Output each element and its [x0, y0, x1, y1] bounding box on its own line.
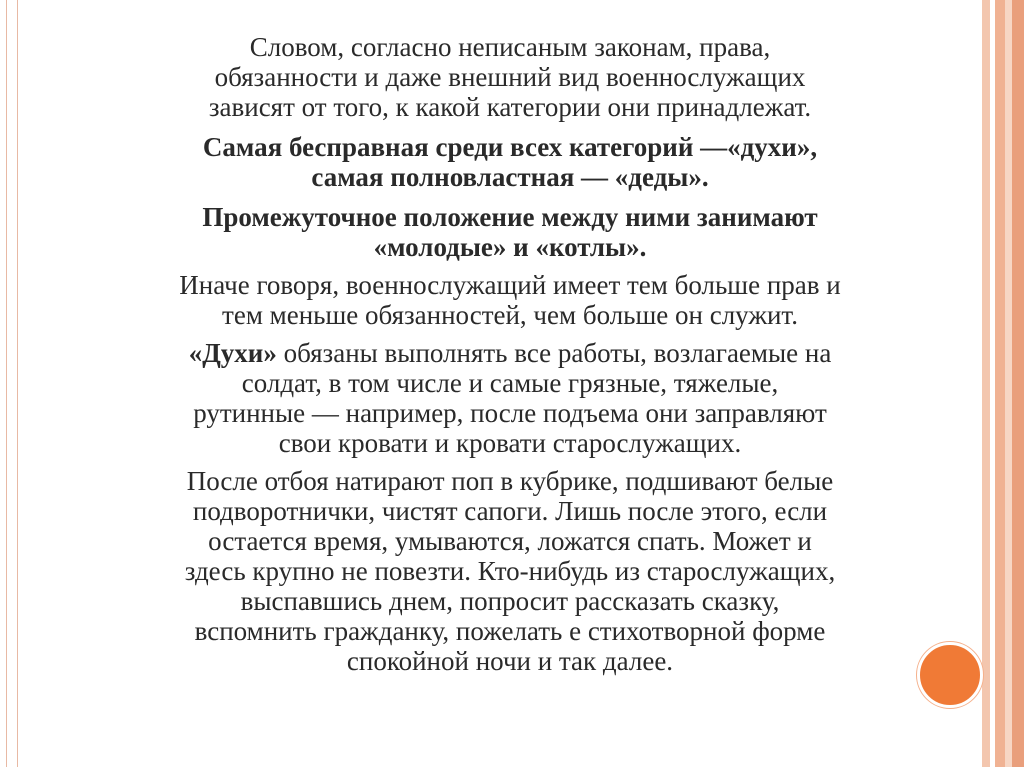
left-border-decoration — [6, 0, 18, 767]
text-line: Словом, согласно неписаным законам, права, — [249, 32, 771, 62]
text-line: Самая бесправная среди всех категорий —«духи», — [202, 132, 818, 162]
text-line: спокойной ночи и так далее. — [346, 646, 674, 676]
paragraph-categories — [60, 132, 960, 192]
text-line: зависят от того, к какой категории они принадлежат. — [208, 92, 812, 122]
text-line: «молодые» и «котлы». — [373, 232, 647, 262]
paragraph-after-lights-out — [60, 466, 960, 676]
slide-body — [60, 28, 960, 676]
paragraph-dukhi-duties — [60, 338, 960, 458]
orange-circle-icon — [917, 642, 983, 708]
text-line: Иначе говоря, военнослужащий имеет тем больше прав и — [179, 270, 841, 300]
text-line: выспавшись днем, попросит рассказать сказку, — [240, 586, 780, 616]
text-line: рутинные — например, после подъема они заправляют — [193, 398, 827, 428]
text-line: остается время, умываются, ложатся спать. Может и — [208, 526, 812, 556]
text-line: После отбоя натирают поп в кубрике, подшивают белые — [186, 466, 834, 496]
paragraph-intermediate — [60, 202, 960, 262]
text-line: здесь крупно не повезти. Кто-нибудь из старослужащих, — [184, 556, 836, 586]
paragraph-intro — [60, 32, 960, 122]
text-line: тем меньше обязанностей, чем больше он служит. — [222, 300, 798, 330]
text-line: вспомнить гражданку, пожелать е стихотворной форме — [194, 616, 826, 646]
right-stripes-decoration — [982, 0, 1024, 767]
stripe — [995, 0, 1005, 767]
text-line: самая полновластная — «деды». — [311, 162, 709, 192]
text-line: солдат, в том числе и самые грязные, тяжелые, — [241, 368, 779, 398]
stripe — [1012, 0, 1024, 767]
stripe — [1005, 0, 1012, 767]
stripe — [982, 0, 990, 767]
bold-lead: «Духи» — [188, 338, 277, 368]
paragraph-rights — [60, 270, 960, 330]
text-line: подворотнички, чистят сапоги. Лишь после этого, если — [192, 496, 828, 526]
text-line — [60, 338, 960, 368]
text-line: свои кровати и кровати старослужащих. — [278, 428, 742, 458]
text-fragment: обязаны выполнять все работы, возлагаемые на — [276, 338, 832, 368]
text-line: Промежуточное положение между ними занимают — [202, 202, 818, 232]
text-line: обязанности и даже внешний вид военнослужащих — [214, 62, 806, 92]
